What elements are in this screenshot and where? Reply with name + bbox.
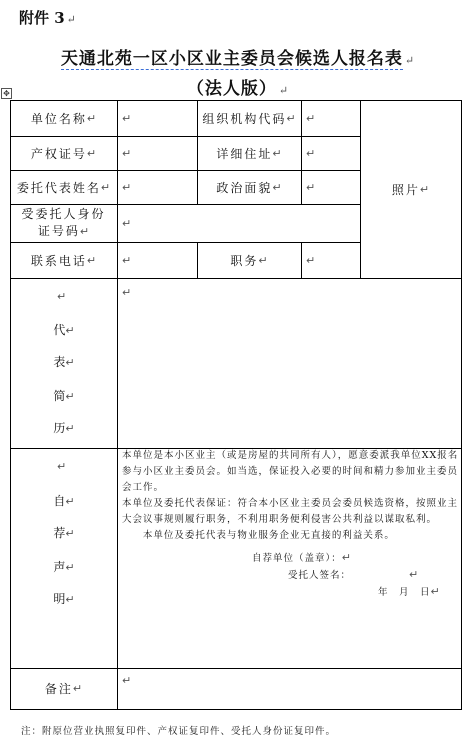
political-status-field[interactable]: ↵: [306, 180, 316, 194]
declaration-statement: [122, 448, 462, 601]
resume-label-char-3: 简↵: [53, 389, 75, 403]
form-subtitle: （法人版） ↵: [186, 79, 290, 99]
rep-name-label: 委托代表姓名 ↵: [16, 180, 111, 195]
date-line: 年 月 日↵: [378, 585, 440, 598]
sign-person-line: 受托人签名： ↵: [288, 568, 419, 581]
resume-label-char-4: 历↵: [53, 421, 75, 435]
resume-field[interactable]: ↵: [122, 286, 132, 299]
remarks-field[interactable]: ↵: [122, 674, 132, 687]
phone-field[interactable]: ↵: [122, 253, 132, 267]
unit-name-label: 单位名称 ↵: [30, 111, 97, 126]
declaration-label-char-4: 明↵: [53, 592, 75, 606]
attachment-label: 附件 3 ↵: [19, 9, 76, 27]
form-title: 天通北苑一区小区业主委员会候选人报名表 ↵: [60, 49, 416, 69]
statement-paragraph-2: 本单位及委托代表保证：符合本小区业主委员会委员候选资格，按照业主大会议事规则履行职务，不利用职务便利侵害公共利益以谋取私利。: [122, 498, 459, 525]
photo-box[interactable]: 照片 ↵: [391, 182, 430, 197]
application-form-table: [10, 100, 462, 710]
footnote: 注：附原位营业执照复印件、产权证复印件、受托人身份证复印件。: [21, 726, 337, 737]
declaration-label-char-1: 自↵: [53, 494, 75, 508]
rep-name-field[interactable]: ↵: [122, 180, 132, 194]
resume-label-mark: ↵: [57, 290, 67, 303]
position-field[interactable]: ↵: [306, 253, 316, 267]
unit-name-field[interactable]: ↵: [122, 111, 132, 125]
position-label: 职务 ↵: [230, 253, 268, 268]
statement-paragraph-1: 本单位是本小区业主（或是房屋的共同所有人），愿意委派我单位XX报名参与小区业主委员会。如当选，保证投入必要的时间和精力参加业主委员会工作。: [122, 450, 459, 493]
org-code-label: 组织机构代码 ↵: [202, 111, 296, 126]
resume-label-char-2: 表↵: [53, 355, 75, 369]
id-number-field[interactable]: ↵: [122, 216, 132, 230]
phone-label: 联系电话 ↵: [30, 253, 97, 268]
table-move-handle-icon[interactable]: ✥: [1, 88, 12, 99]
remarks-label: 备注 ↵: [44, 682, 83, 696]
declaration-label-mark: ↵: [57, 460, 67, 473]
org-code-field[interactable]: ↵: [306, 111, 316, 125]
address-label: 详细住址 ↵: [216, 146, 282, 161]
sign-unit-line: 自荐单位（盖章）：↵: [252, 551, 351, 564]
statement-paragraph-3: 本单位及委托代表与物业服务企业无直接的利益关系。: [142, 530, 395, 541]
declaration-label-char-3: 声↵: [53, 560, 75, 574]
property-cert-field[interactable]: ↵: [122, 146, 132, 160]
declaration-label-char-2: 荐↵: [53, 526, 75, 540]
political-status-label: 政治面貌 ↵: [216, 180, 282, 195]
address-field[interactable]: ↵: [306, 146, 316, 160]
property-cert-label: 产权证号 ↵: [30, 146, 97, 161]
id-number-label: 受委托人身份 证号码↵: [21, 207, 106, 238]
resume-label-char-1: 代↵: [53, 323, 75, 337]
